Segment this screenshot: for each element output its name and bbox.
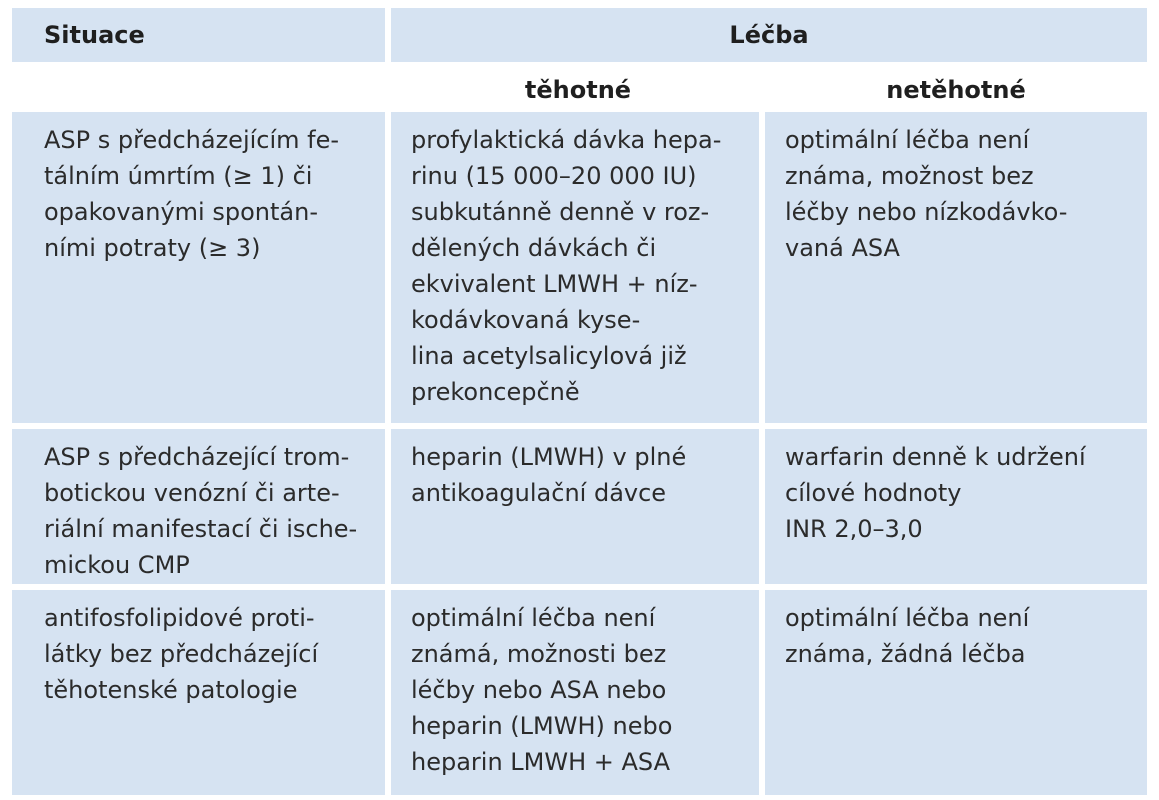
text-line: látky bez předcházející (44, 640, 319, 668)
row-1-nonpregnant (765, 112, 1147, 423)
text-line: ASP s předcházejícím fe- (44, 126, 340, 154)
row-1-pregnant (391, 112, 759, 423)
text-line: heparin (LMWH) nebo (411, 712, 673, 740)
text-line: opakovanými spontán- (44, 198, 318, 226)
text-line: antikoagulační dávce (411, 479, 667, 507)
subheader-blank (12, 62, 385, 112)
row-2-nonpregnant (765, 429, 1147, 584)
text-line: ekvivalent LMWH + níz- (411, 270, 698, 298)
text-line: mickou CMP (44, 551, 190, 579)
text-line: subkutánně denně v roz- (411, 198, 710, 226)
row-3-nonpregnant (765, 590, 1147, 795)
text-line: ními potraty (≥ 3) (44, 234, 261, 262)
text-line: kodávkovaná kyse- (411, 306, 641, 334)
text-line: optimální léčba není (785, 604, 1030, 632)
text-line: vaná ASA (785, 234, 900, 262)
row-1-situation (12, 112, 385, 423)
text-line: známa, žádná léčba (785, 640, 1026, 668)
treatment-table (12, 8, 1147, 795)
header-treatment: Léčba (391, 8, 1147, 62)
text-line: heparin LMWH + ASA (411, 748, 671, 776)
text-line: optimální léčba není (785, 126, 1030, 154)
text-line: riální manifestací či ische- (44, 515, 358, 543)
text-line: těhotenské patologie (44, 676, 298, 704)
text-line: INR 2,0–3,0 (785, 515, 923, 543)
text-line: botickou venózní či arte- (44, 479, 340, 507)
text-line: tálním úmrtím (≥ 1) či (44, 162, 313, 190)
text-line: antifosfolipidové proti- (44, 604, 315, 632)
text-line: známa, možnost bez (785, 162, 1034, 190)
text-line: warfarin denně k udržení (785, 443, 1086, 471)
subheader-nonpregnant: netěhotné (765, 62, 1147, 112)
text-line: lina acetylsalicylová již (411, 342, 687, 370)
text-line: prekoncepčně (411, 378, 580, 406)
text-line: léčby nebo nízkodávko- (785, 198, 1068, 226)
row-2-situation (12, 429, 385, 584)
text-line: známá, možnosti bez (411, 640, 667, 668)
row-3-situation (12, 590, 385, 795)
header-situation: Situace (12, 8, 385, 62)
text-line: cílové hodnoty (785, 479, 962, 507)
row-3-pregnant (391, 590, 759, 795)
text-line: léčby nebo ASA nebo (411, 676, 667, 704)
text-line: heparin (LMWH) v plné (411, 443, 687, 471)
row-2-pregnant (391, 429, 759, 584)
text-line: profylaktická dávka hepa- (411, 126, 722, 154)
text-line: rinu (15 000–20 000 IU) (411, 162, 697, 190)
text-line: ASP s předcházející trom- (44, 443, 350, 471)
text-line: dělených dávkách či (411, 234, 657, 262)
subheader-pregnant: těhotné (391, 62, 765, 112)
text-line: optimální léčba není (411, 604, 656, 632)
